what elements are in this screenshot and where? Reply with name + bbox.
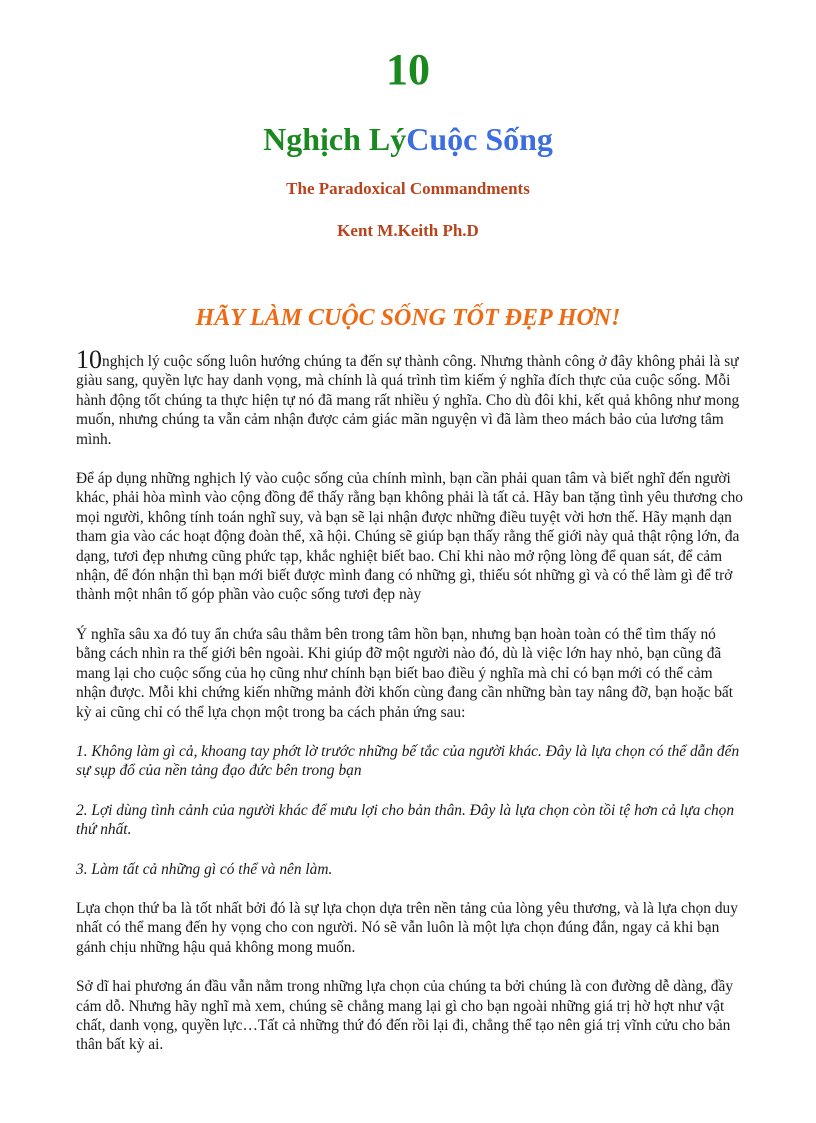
- paragraph-5: Sở dĩ hai phương án đầu vẫn nằm trong những lựa chọn của chúng ta bởi chúng là con đường dễ dàng, đầy cám dỗ. Nhưng hãy nghĩ mà xem, chúng sẽ chẳng mang lại gì cho bạn ngoài những giá trị hờ hợt như vật chất, danh vọng, quyền lực…Tất cả những thứ đó đến rồi lại đi, chẳng thể tạo nên giá trị vĩnh cửu cho bản thân bất kỳ ai.: [76, 978, 734, 1054]
- lead-number: 10: [76, 345, 102, 374]
- paragraph-2: Để áp dụng những nghịch lý vào cuộc sống của chính mình, bạn cần phải quan tâm và biết nghĩ đến người khác, phải hòa mình vào cộng đồng để thấy rằng bạn không phải là tất cả. Hãy ban tặng tình yêu thương cho mọi người, không tính toán nghĩ suy, và bạn sẽ lại nhận được những điều tuyệt vời hơn thế. Hãy mạnh dạn tham gia vào các hoạt động đoàn thể, xã hội. Chúng sẽ giúp bạn thấy rằng thế giới này quả thật rộng lớn, đa dạng, tươi đẹp nhưng cũng phức tạp, khắc nghiệt biết bao. Chỉ khi nào mở rộng lòng để quan sát, để cảm nhận, để đón nhận thì bạn mới biết được mình đang có những gì, thiếu sót những gì và có thể làm gì để trở thành một nhân tố góp phần vào cuộc sống tươi đẹp này: [76, 470, 743, 604]
- paragraph-3: Ý nghĩa sâu xa đó tuy ẩn chứa sâu thẳm bên trong tâm hồn bạn, nhưng bạn hoàn toàn có thể tìm thấy nó bằng cách nhìn ra thế giới bên ngoài. Khi giúp đỡ một người nào đó, dù là việc lớn hay nhỏ, bạn cũng đã mang lại cho cuộc sống của họ cũng như chính bạn biết bao điều ý nghĩa mà chỉ có bạn mới có thể cảm nhận được. Mỗi khi chứng kiến những mảnh đời khốn cùng đang cần những bàn tay nâng đỡ, bạn hoặc bất kỳ ai cũng chỉ có thể lựa chọn một trong ba cách phản ứng sau:: [76, 625, 734, 721]
- option-1: 1. Không làm gì cả, khoang tay phớt lờ trước những bế tắc của người khác. Đây là lựa chọn có thể dẫn đến sự sụp đổ của nền tảng đạo đức bên trong bạn: [76, 742, 740, 780]
- title-number: 10: [386, 45, 430, 94]
- option-2: 2. Lợi dùng tình cảnh của người khác để mưu lợi cho bản thân. Đây là lựa chọn còn tồi tệ hơn cả lựa chọn thứ nhất.: [76, 801, 735, 839]
- page-title: [0, 118, 816, 160]
- title-part-green: Nghịch Lý: [263, 121, 407, 157]
- body-text: [76, 345, 744, 1075]
- paragraph-1-text: nghịch lý cuộc sống luôn hướng chúng ta đến sự thành công. Nhưng thành công ở đây không phải là sự giàu sang, quyền lực hay danh vọng, mà chính là quá trình tìm kiếm ý nghĩa đích thực của cuộc sống. Mỗi hành động tốt chúng ta thực hiện tự nó đã mang rất nhiều ý nghĩa. Cho dù đôi khi, kết quả không như mong muốn, nhưng chúng ta vẫn cảm nhận được cảm giác mãn nguyện vì đã làm theo mách bảo của lương tâm mình.: [76, 353, 740, 448]
- author: Kent M.Keith Ph.D: [337, 221, 479, 240]
- title-part-blue: Cuộc Sống: [406, 121, 553, 157]
- subtitle: The Paradoxical Commandments: [286, 179, 530, 198]
- option-3: 3. Làm tất cả những gì có thể và nên làm.: [76, 860, 333, 878]
- headline: HÃY LÀM CUỘC SỐNG TỐT ĐẸP HƠN!: [195, 305, 621, 331]
- paragraph-1: [76, 345, 744, 449]
- paragraph-4: Lựa chọn thứ ba là tốt nhất bởi đó là sự lựa chọn dựa trên nền tảng của lòng yêu thương, và là lựa chọn duy nhất có thể mang đến hy vọng cho con người. Nó sẽ vẫn luôn là một lựa chọn đúng đắn, ngay cả khi bạn gánh chịu những hậu quả không mong muốn.: [76, 899, 738, 956]
